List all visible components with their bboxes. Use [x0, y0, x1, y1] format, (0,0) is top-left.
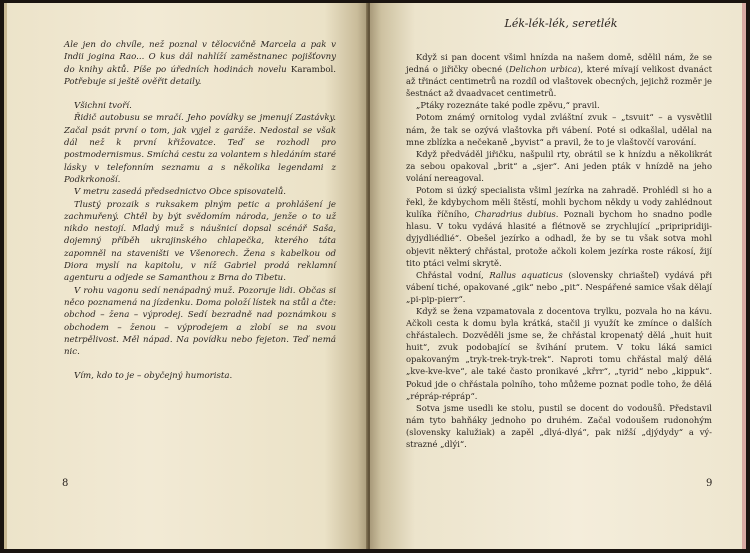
left-paragraph-3: V metru zasedá předsednictvo Obce spisovatelů.	[74, 187, 286, 198]
latin-name-1: Delichon urbica	[508, 64, 578, 75]
left-paragraph-4: Tlustý prozaik s ruksakem plným petic a prohlášení je zachmuřený. Chtěl by být svědomím národa, jenže o to už nikdo nestojí. Mladý muž s náušnicí dopsal scénář Saša, dojemný příběh ukrajinského chlapečka, kterého táta zapomněl na staveništi ve Všenorech. Žena s kabelkou od Diora myslí na kapitolu, v níž Gabriel prodá reklamní agenturu a odjede se Samanthou z Brna do Tibetu.	[64, 199, 336, 284]
left-paragraph-2: Řidič autobusu se mračí. Jeho povídky se jmenují Zastávky. Začal psát první o tom, jak vyjel z garáže. Nedostal se však dál než k první křižovatce. Teď se rozhodl pro postmodernismus. Smíchá cestu za volantem s hledáním staré lásky v telefonním seznamu a s několika legendami z Podkrkonoší.	[64, 113, 336, 185]
book-spread	[4, 3, 746, 549]
left-paragraph-5: V rohu vagonu sedí nenápadný muž. Pozoruje lidi. Občas si něco poznamená na jízdenku. Doma položí lístek na stůl a čte: obchod – žena – výprodej. Sedí bezradně nad poznámkou s obchodem – ženou – výprodejem a zlobí se na svou netrpělivost. Měl nápad. Na povídku nebo fejeton. Teď nemá nic.	[64, 285, 336, 358]
left-paragraph-head: Všichni tvoří.	[74, 101, 132, 112]
right-paragraph-8: Sotva jsme usedli ke stolu, pustil se docent do vodoušů. Představil nám tyto bahňáky jednoho po druhém. Začal vodoušem rudonohým (slovensky kalužiak) a zapěl „dlyá-dlyá“, pak nižší „djýdydy“ a výstrazné „dlýi“.	[406, 402, 712, 449]
left-paragraph-6: Vím, kdo to je – obyčejný humorista.	[74, 371, 233, 382]
right-paragraph-3: Potom známý ornitolog vydal zvláštní zvuk – „tsvuit“ – a vysvětlil nám, že tak se ozývá vlaštovka při vábení. Poté si odkašlal, udělal na mne zblízka a nečekaně „byvist“ a pravil, že to je vlaštovčí varování.	[406, 112, 712, 147]
novel-title: Karambol	[290, 64, 334, 75]
right-paragraph-4: Když předváděl jiřičku, našpulil rty, obrátil se k hnízdu a několikrát za sebou opakoval „brit“ a „sjer“. Ani jeden pták v hnízdě na jeho volání nereagoval.	[406, 148, 712, 183]
left-paragraph-1: Ale jen do chvíle, než poznal v tělocvičně Marcela a pak v Indii jogina Rao... O kus dál nahlíží zaměstnanec pojišťovny do knihy aktů. Píše po úředních hodinách novelu Karambol. Potřebuje si ještě ověřit detaily.	[64, 40, 336, 87]
right-page-number: 9	[706, 478, 713, 489]
left-page	[4, 3, 368, 549]
latin-name-3: Rallus aquaticus	[489, 269, 563, 280]
right-paragraph-5: Potom si úzký specialista všiml jezírka na zahradě. Prohlédl si ho a řekl, že kdybychom měli štěstí, mohli bychom někdy u vody zahlédnout kulíka říčního, Charadrius dubius. Poznali bychom ho snadno podle hlasu. V toku vydává hlasité a flétnově se zrychlující „pripripridiji-dyjydliédlié“. Obešel jezírko a odhadl, že by se tu však sotva mohl objevit některý chřástal, protože ačkoli kolem jezírka roste rákosí, žijí tito ptáci velmi skrytě.	[406, 185, 712, 268]
left-page-number: 8	[62, 478, 69, 489]
latin-name-2: Charadrius dubius	[474, 209, 556, 220]
right-page	[370, 3, 746, 549]
left-page-edge	[4, 3, 7, 549]
chapter-title: Lék-lék-lék, seretlék	[504, 17, 618, 30]
right-paragraph-6: Chřástal vodní, Rallus aquaticus (slovensky chriašteľ) vydává při vábení tiché, opakované „gik“ nebo „pit“. Nespářené samice však dělají „pi-pip-pierr“.	[406, 269, 713, 304]
right-paragraph-1: Když si pan docent všiml hnízda na našem domě, sdělil nám, že se jedná o jiřičky obecné (Delichon urbica), které mívají velikost dvanáct až třináct centimetrů na rozdíl od vlaštovek obecných, jejichž rozměr je šestnáct až dvaadvacet centimetrů.	[406, 52, 712, 99]
right-page-edge	[742, 3, 746, 549]
right-paragraph-7: Když se žena vzpamatovala z docentova trylku, pozvala ho na kávu. Ačkoli cesta k domu byla krátká, stačil ji využít ke zmínce o dalších chřástalech. Dozvěděli jsme se, že chřástal kropenatý dělá „huit huit huit“, zvuk podobající se švihání prutem. V toku láká samici opakovaným „tryk-trek-tryk-trek“. Naproti tomu chřástal malý dělá „kve-kve-kve“, ale také často pronikavé „křrr“, „tyrid“ nebo „kippuk“. Pokud jde o chřástala polního, toho můžeme poznat podle toho, že dělá „répráp-répráp“.	[406, 305, 712, 401]
left-page-text	[64, 39, 336, 383]
right-page-text	[406, 51, 712, 450]
right-paragraph-2: „Ptáky rozeznáte také podle zpěvu,“ pravil.	[416, 100, 600, 111]
